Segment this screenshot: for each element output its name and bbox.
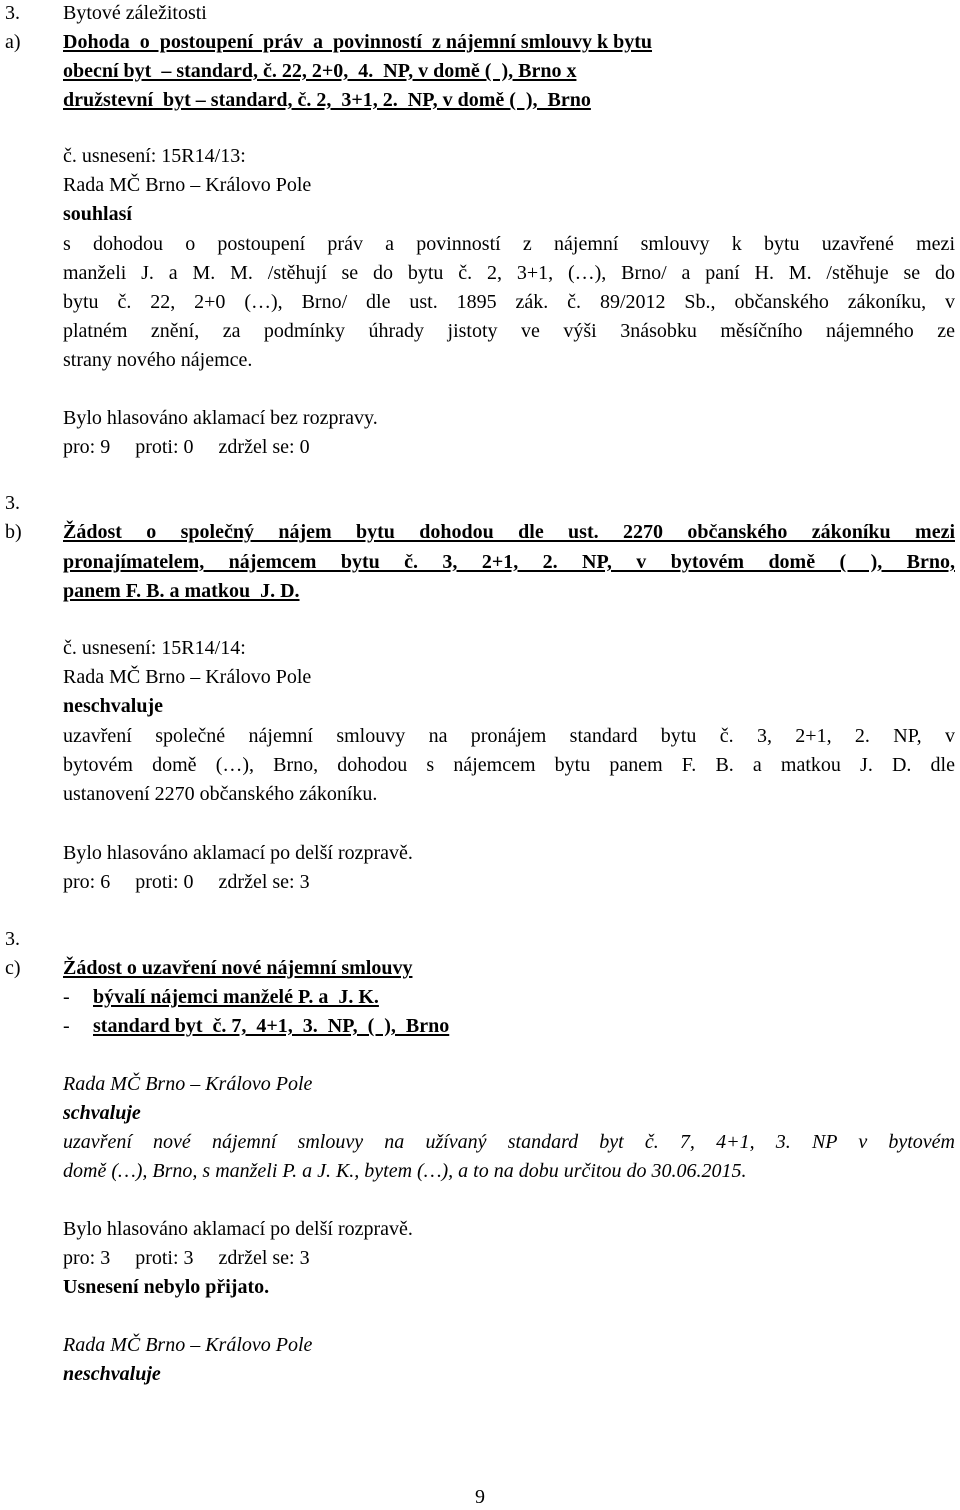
vote-result: pro: 6 proti: 0 zdržel se: 3 [63, 871, 310, 893]
council-name: Rada MČ Brno – Královo Pole [63, 1073, 313, 1095]
item-label: c) [5, 957, 21, 979]
item-heading-line: panem F. B. a matkou J. D. [63, 580, 300, 602]
section-number: 3. [5, 492, 20, 514]
list-item: bývalí nájemci manželé P. a J. K. [93, 986, 379, 1008]
verdict: souhlasí [63, 203, 132, 225]
item-heading-line: Dohoda o postoupení práv a povinností z nájemní smlouvy k bytu [63, 31, 653, 53]
item-heading-line: družstevní byt – standard, č. 2, 3+1, 2. NP, v domě ( ), Brno [63, 89, 591, 111]
body-line: bytu č. 22, 2+0 (…), Brno/ dle ust. 1895 zák. č. 89/2012 Sb., občanského zákoníku, v [63, 291, 955, 313]
item-heading: Žádost o uzavření nové nájemní smlouvy [63, 957, 413, 979]
list-dash: - [63, 986, 70, 1008]
council-name: Rada MČ Brno – Královo Pole [63, 1334, 313, 1356]
body-line: s dohodou o postoupení práv a povinností z nájemní smlouvy k bytu uzavřené mezi [63, 233, 955, 255]
item-heading-line: pronajímatelem, nájemcem bytu č. 3, 2+1, 2. NP, v bytovém domě ( ), Brno, [63, 551, 955, 573]
item-heading-line: obecní byt – standard, č. 22, 2+0, 4. NP, v domě ( ), Brno x [63, 60, 577, 82]
item-heading-line: Žádost o společný nájem bytu dohodou dle ust. 2270 občanského zákoníku mezi [63, 521, 955, 543]
list-item: standard byt č. 7, 4+1, 3. NP, ( ), Brno [93, 1015, 450, 1037]
section-number: 3. [5, 2, 20, 24]
item-label: a) [5, 31, 21, 53]
resolution-number: č. usnesení: 15R14/14: [63, 637, 246, 659]
vote-result: pro: 3 proti: 3 zdržel se: 3 [63, 1247, 310, 1269]
list-dash: - [63, 1015, 70, 1037]
page-number: 9 [475, 1486, 485, 1508]
body-line: bytovém domě (…), Brno, dohodou s nájemcem bytu panem F. B. a matkou J. D. dle [63, 754, 955, 776]
verdict: schvaluje [63, 1102, 141, 1124]
vote-result: pro: 9 proti: 0 zdržel se: 0 [63, 436, 310, 458]
body-line: ustanovení 2270 občanského zákoníku. [63, 783, 378, 805]
vote-note: Bylo hlasováno aklamací bez rozpravy. [63, 407, 378, 429]
item-label: b) [5, 521, 22, 543]
body-line: domě (…), Brno, s manželi P. a J. K., bytem (…), a to na dobu určitou do 30.06.2015. [63, 1160, 747, 1182]
verdict: neschvaluje [63, 695, 163, 717]
section-number: 3. [5, 928, 20, 950]
council-name: Rada MČ Brno – Královo Pole [63, 174, 312, 196]
body-line: platném znění, za podmínky úhrady jistoty ve výši 3násobku měsíčního nájemného ze [63, 320, 955, 342]
body-line: strany nového nájemce. [63, 349, 253, 371]
resolution-number: č. usnesení: 15R14/13: [63, 145, 246, 167]
vote-note: Bylo hlasováno aklamací po delší rozpravě. [63, 1218, 413, 1240]
body-line: manželi J. a M. M. /stěhují se do bytu č. 2, 3+1, (…), Brno/ a paní H. M. /stěhuje se do [63, 262, 955, 284]
body-line: uzavření společné nájemní smlouvy na pronájem standard bytu č. 3, 2+1, 2. NP, v [63, 725, 955, 747]
body-line: uzavření nové nájemní smlouvy na užívaný standard byt č. 7, 4+1, 3. NP v bytovém [63, 1131, 955, 1153]
result-statement: Usnesení nebylo přijato. [63, 1276, 270, 1298]
verdict: neschvaluje [63, 1363, 161, 1385]
vote-note: Bylo hlasováno aklamací po delší rozpravě. [63, 842, 413, 864]
council-name: Rada MČ Brno – Královo Pole [63, 666, 312, 688]
section-title: Bytové záležitosti [63, 2, 207, 24]
